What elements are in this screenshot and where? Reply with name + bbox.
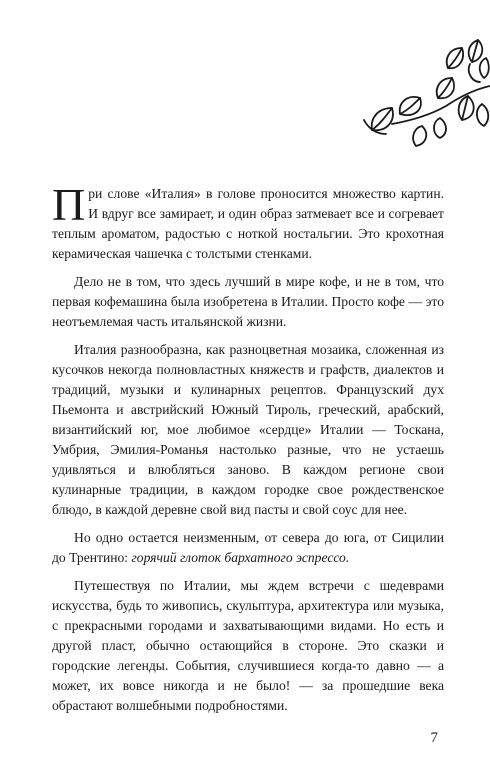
paragraph-text: ри слове «Италия» в голове проносится множество картин. И вдруг все замирает, и один образ затмевает все и согревает теплым ароматом, радостью с ноткой ностальгии. Это крохотная керамическая чашечка с толстыми стенками.	[52, 186, 444, 261]
paragraph-text: Но одно остается неизменным, от севера до юга, от Сицилии до Трентино:	[52, 530, 444, 565]
body-text	[52, 179, 444, 724]
paragraph: Дело не в том, что здесь лучший в мире кофе, и не в том, что первая кофемашина была изобретена в Италии. Просто кофе — это неотъемлемая часть итальянской жизни.	[52, 274, 444, 329]
drop-cap: П	[52, 179, 86, 230]
paragraph: Путешествуя по Италии, мы ждем встречи с шедеврами искусства, будь то живопись, скульптура, архитектура или музыка, с прекрасными городами и захватывающими видами. Но есть и другой пласт, обычно остающийся в стороне. Это сказки и городские легенды. События, случившиеся когда-то давно — а может, их вовсе никогда и не было! — за прошедшие века обрастают волшебными подробностями.	[52, 578, 444, 713]
leafy-branch-illustration-icon	[362, 38, 490, 150]
paragraph	[52, 528, 444, 568]
italic-phrase: горячий глоток бархатного эспрессо.	[131, 550, 350, 565]
paragraph	[52, 179, 444, 264]
paragraph: Италия разнообразна, как разноцветная мозаика, сложенная из кусочков некогда полновластных княжеств и графств, диалектов и традиций, музыки и кулинарных рецептов. Французский дух Пьемонта и австрийский Южный Тироль, греческий, арабский, византийский юг, мое любимое «сердце» Италии — Тоскана, Умбрия, Эмилия-Романья настолько разные, что не устаешь удивляться и влюбляться заново. В каждом регионе свои кулинарные традиции, в каждом городке свое рождественское блюдо, в каждой деревне свой вид пасты и свой соус для нее.	[52, 342, 444, 517]
page-number: 7	[430, 730, 438, 746]
